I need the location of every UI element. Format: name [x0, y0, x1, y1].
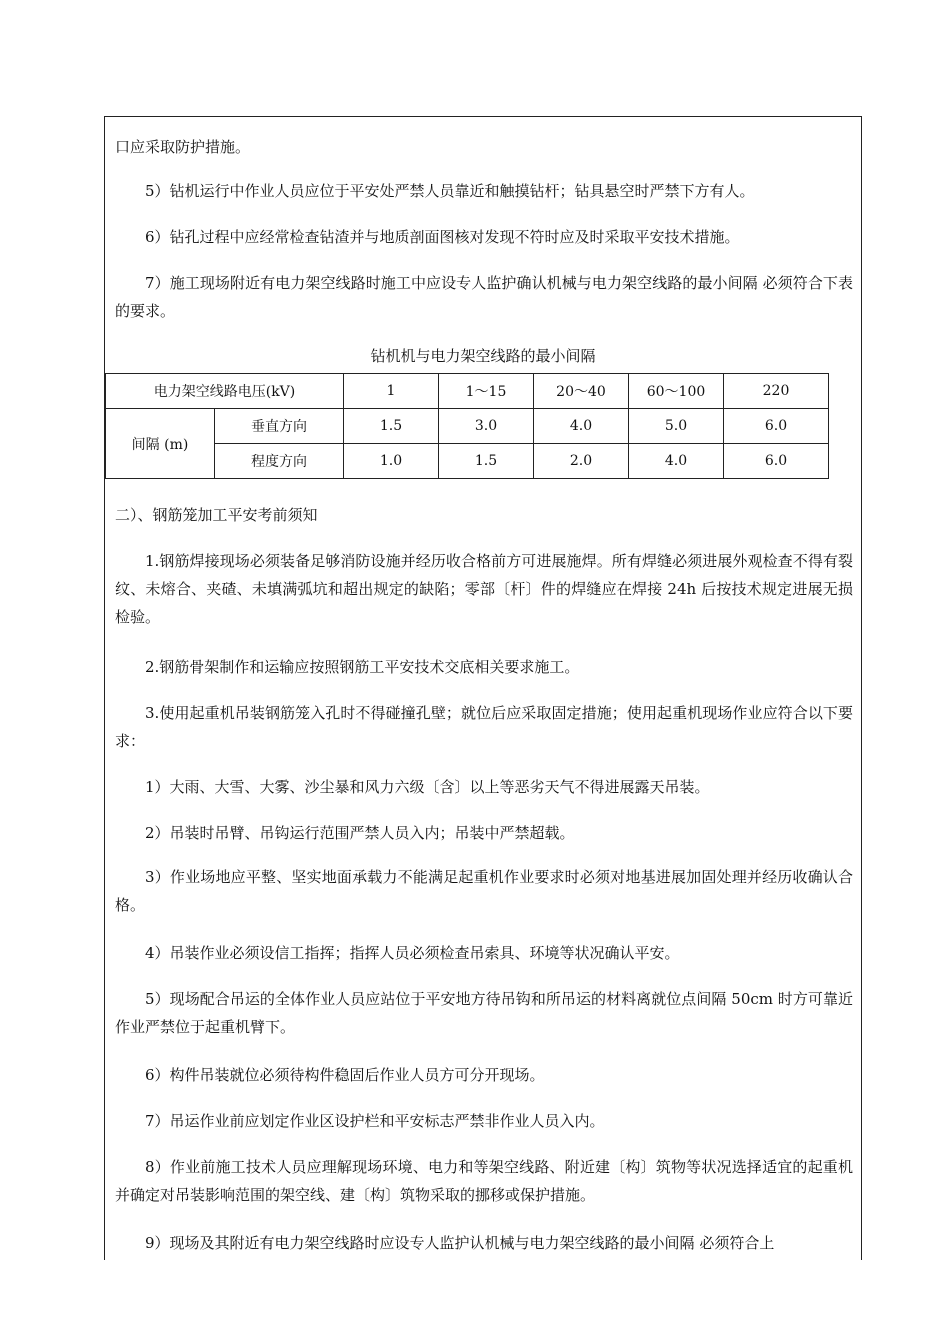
table-cell: 3.0 — [439, 409, 534, 444]
table-row — [106, 444, 829, 479]
paragraph: 2.钢筋骨架制作和运输应按照钢筋工平安技术交底相关要求施工。 — [145, 658, 580, 676]
paragraph: 4）吊装作业必须设信工指挥；指挥人员必须检查吊索具、环境等状况确认平安。 — [145, 944, 680, 962]
table-caption: 钻机机与电力架空线路的最小间隔 — [370, 347, 596, 365]
paragraph: 3）作业场地应平整、坚实地面承载力不能满足起重机作业要求时必须对地基进展加固处理并经历收确认合格。 — [115, 868, 853, 914]
paragraph: 1）大雨、大雪、大雾、沙尘暴和风力六级〔含〕以上等恶劣天气不得进展露天吊装。 — [145, 778, 710, 796]
paragraph: 3.使用起重机吊装钢筋笼入孔时不得碰撞孔壁；就位后应采取固定措施；使用起重机现场作业应符合以下要求： — [115, 704, 853, 750]
table-cell: 4.0 — [534, 409, 629, 444]
voltage-cell: 1～15 — [439, 374, 534, 409]
document-frame — [104, 116, 862, 1260]
paragraph: 5）钻机运行中作业人员应位于平安处严禁人员靠近和触摸钻杆；钻具悬空时严禁下方有人。 — [145, 182, 755, 200]
table-header-row — [106, 374, 829, 409]
clearance-table — [105, 373, 829, 479]
paragraph: 口应采取防护措施。 — [115, 138, 251, 156]
voltage-cell: 60～100 — [629, 374, 724, 409]
table-cell: 6.0 — [724, 409, 829, 444]
table-cell: 5.0 — [629, 409, 724, 444]
paragraph: 2）吊装时吊臂、吊钩运行范围严禁人员入内；吊装中严禁超载。 — [145, 824, 575, 842]
paragraph: 6）钻孔过程中应经常检查钻渣并与地质剖面图核对发现不符时应及时采取平安技术措施。 — [145, 228, 740, 246]
section-heading: 二）、钢筋笼加工平安考前须知 — [115, 506, 318, 524]
paragraph: 6）构件吊装就位必须待构件稳固后作业人员方可分开现场。 — [145, 1066, 545, 1084]
voltage-cell: 1 — [344, 374, 439, 409]
table-cell: 1.5 — [344, 409, 439, 444]
paragraph: 1.钢筋焊接现场必须装备足够消防设施并经历收合格前方可进展施焊。所有焊缝必须进展外观检查不得有裂纹、未熔合、夹碴、未填满弧坑和超出规定的缺陷；零部〔杆〕件的焊缝应在焊接 24h 后按技术规定进展无损检验。 — [115, 552, 853, 626]
table-cell: 4.0 — [629, 444, 724, 479]
voltage-cell: 20～40 — [534, 374, 629, 409]
group-label: 间隔 (m) — [106, 409, 215, 479]
table-cell: 1.0 — [344, 444, 439, 479]
header-voltage-label: 电力架空线路电压(kV) — [106, 374, 344, 409]
paragraph: 5）现场配合吊运的全体作业人员应站位于平安地方待吊钩和所吊运的材料离就位点间隔 50cm 时方可靠近作业严禁位于起重机臂下。 — [115, 990, 853, 1036]
paragraph: 7）施工现场附近有电力架空线路时施工中应设专人监护确认机械与电力架空线路的最小间隔 必须符合下表的要求。 — [115, 274, 853, 320]
table-row — [106, 409, 829, 444]
table-cell: 1.5 — [439, 444, 534, 479]
paragraph: 7）吊运作业前应划定作业区设护栏和平安标志严禁非作业人员入内。 — [145, 1112, 605, 1130]
row-label: 程度方向 — [215, 444, 344, 479]
voltage-cell: 220 — [724, 374, 829, 409]
paragraph: 9）现场及其附近有电力架空线路时应设专人监护认机械与电力架空线路的最小间隔 必须符合上 — [145, 1234, 775, 1252]
paragraph: 8）作业前施工技术人员应理解现场环境、电力和等架空线路、附近建〔构〕筑物等状况选择适宜的起重机并确定对吊装影响范围的架空线、建〔构〕筑物采取的挪移或保护措施。 — [115, 1158, 853, 1204]
table-cell: 2.0 — [534, 444, 629, 479]
table-cell: 6.0 — [724, 444, 829, 479]
row-label: 垂直方向 — [215, 409, 344, 444]
